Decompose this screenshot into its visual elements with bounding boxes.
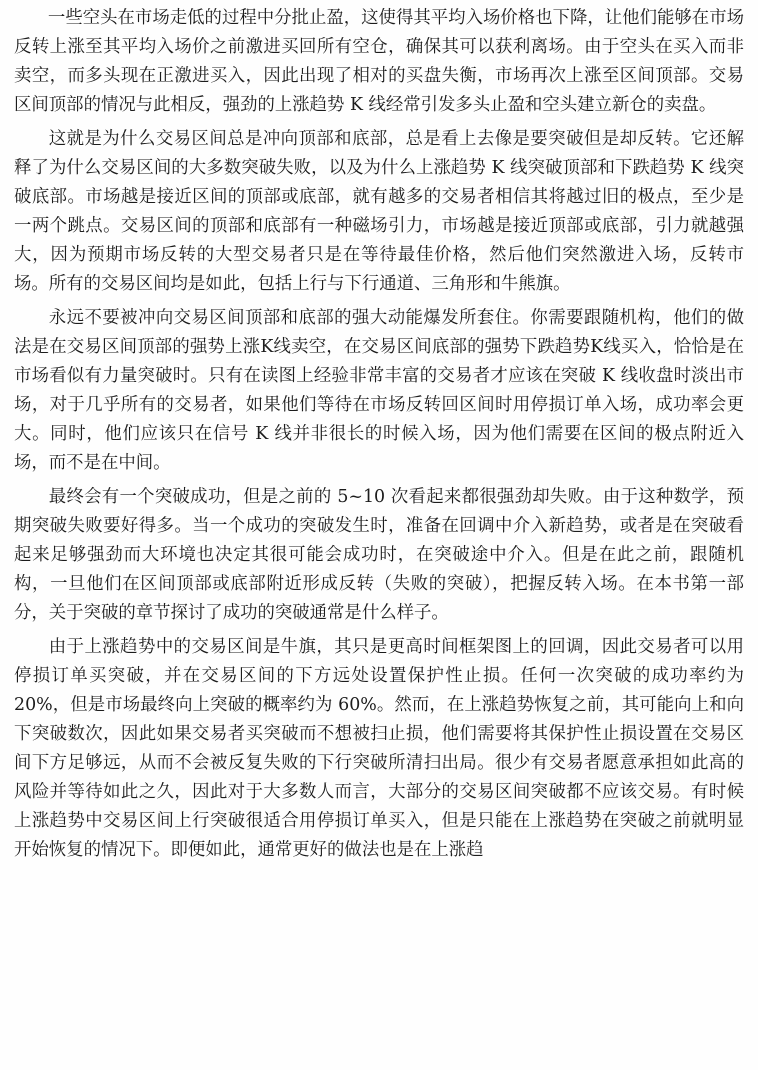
paragraph-4: 最终会有一个突破成功，但是之前的 5~10 次看起来都很强劲却失败。由于这种数学，预期突破失败要好得多。当一个成功的突破发生时，准备在回调中介入新趋势，或者是在突破看起来足够强劲而大环境也决定其很可能会成功时，在突破途中介入。但是在此之前，跟随机构，一旦他们在区间顶部或底部附近形成反转（失败的突破），把握反转入场。在本书第一部分，关于突破的章节探讨了成功的突破通常是什么样子。: [14, 487, 744, 623]
paragraph-2: 这就是为什么交易区间总是冲向顶部和底部，总是看上去像是要突破但是却反转。它还解释了为什么交易区间的大多数突破失败，以及为什么上涨趋势 K 线突破顶部和下跌趋势 K 线突破底部。市场越是接近区间的顶部或底部，就有越多的交易者相信其将越过旧的极点，至少是一两个跳点。交易区间的顶部和底部有一种磁场引力，市场越是接近顶部或底部，引力就越强大，因为预期市场反转的大型交易者只是在等待最佳价格，然后他们突然激进入场，反转市场。所有的交易区间均是如此，包括上行与下行通道、三角形和牛熊旗。: [14, 129, 744, 294]
paragraph-5: 由于上涨趋势中的交易区间是牛旗，其只是更高时间框架图上的回调，因此交易者可以用停损订单买突破，并在交易区间的下方远处设置保护性止损。任何一次突破的成功率约为 20%，但是市场最终向上突破的概率约为 60%。然而，在上涨趋势恢复之前，其可能向上和向下突破数次，因此如果交易者买突破而不想被扫止损，他们需要将其保护性止损设置在交易区间下方足够远，从而不会被反复失败的下行突破所清扫出局。很少有交易者愿意承担如此高的风险并等待如此之久，因此对于大多数人而言，大部分的交易区间突破都不应该交易。有时候上涨趋势中交易区间上行突破很适合用停损订单买入，但是只能在上涨趋势在突破之前就明显开始恢复的情况下。即便如此，通常更好的做法也是在上涨趋: [14, 637, 744, 860]
paragraph-3: 永远不要被冲向交易区间顶部和底部的强大动能爆发所套住。你需要跟随机构，他们的做法是在交易区间顶部的强势上涨K线卖空，在交易区间底部的强势下跌趋势K线买入，恰恰是在市场看似有力量突破时。只有在读图上经验非常丰富的交易者才应该在突破 K 线收盘时淡出市场，对于几乎所有的交易者，如果他们等待在市场反转回区间时用停损订单入场，成功率会更大。同时，他们应该只在信号 K 线并非很长的时候入场，因为他们需要在区间的极点附近入场，而不是在中间。: [14, 308, 744, 473]
paragraph-1: 一些空头在市场走低的过程中分批止盈，这使得其平均入场价格也下降，让他们能够在市场反转上涨至其平均入场价之前激进买回所有空仓，确保其可以获利离场。由于空头在买入而非卖空，而多头现在正激进买入，因此出现了相对的买盘失衡，市场再次上涨至区间顶部。交易区间顶部的情况与此相反，强劲的上涨趋势 K 线经常引发多头止盈和空头建立新仓的卖盘。: [14, 8, 744, 115]
